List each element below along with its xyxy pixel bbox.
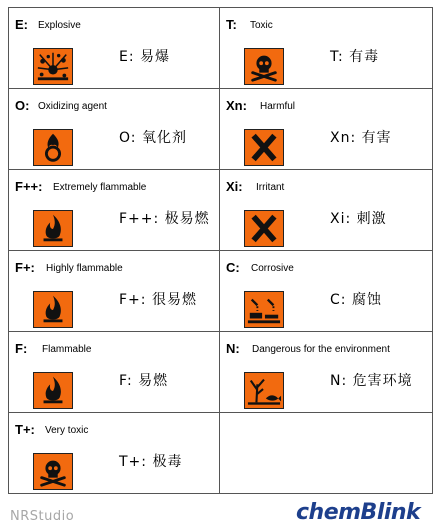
hazard-name-zh: Xi: 刺激: [330, 211, 387, 227]
hazard-name-zh: F: 易燃: [119, 373, 169, 389]
hazard-name: Harmful: [260, 101, 296, 112]
empty-cell: [220, 413, 431, 493]
table-row: [9, 170, 432, 251]
hazard-cell-f: [9, 332, 220, 412]
hazard-code: T+:: [15, 422, 35, 437]
hazard-cell-xn: [220, 89, 431, 169]
hazard-name-zh: F+: 很易燃: [119, 292, 197, 308]
hazard-code: F+:: [15, 260, 35, 275]
hazard-code: N:: [226, 341, 240, 356]
hazard-symbol-table: [8, 7, 433, 494]
table-row: [9, 251, 432, 332]
hazard-name: Corrosive: [251, 263, 294, 274]
flame-icon: [33, 372, 73, 409]
hazard-name: Very toxic: [45, 425, 89, 436]
table-row: [9, 8, 432, 89]
hazard-cell-e: [9, 8, 220, 88]
hazard-code: E:: [15, 17, 29, 32]
table-row: [9, 89, 432, 170]
dead-tree-icon: [244, 372, 284, 409]
hazard-cell-tp: [9, 413, 220, 493]
hazard-name: Explosive: [38, 20, 81, 31]
hazard-name-zh: C: 腐蚀: [330, 292, 382, 308]
brand-logo: chemBlink: [296, 500, 421, 525]
hazard-name-zh: E: 易爆: [119, 49, 171, 65]
hazard-cell-xi: [220, 170, 431, 250]
hazard-name-zh: T+: 极毒: [119, 454, 183, 470]
hazard-cell-n: [220, 332, 431, 412]
table-row: [9, 413, 432, 494]
hazard-name: Flammable: [42, 344, 92, 355]
hazard-code: Xn:: [226, 98, 247, 113]
hazard-cell-c: [220, 251, 431, 331]
hazard-cell-fpp: [9, 170, 220, 250]
hazard-cell-fp: [9, 251, 220, 331]
table-row: [9, 332, 432, 413]
hazard-name-zh: O: 氧化剂: [119, 130, 187, 146]
hazard-name: Toxic: [250, 20, 273, 31]
hazard-name-zh: F++: 极易燃: [119, 211, 210, 227]
cross-icon: [244, 210, 284, 247]
explosion-icon: [33, 48, 73, 85]
flame-icon: [33, 291, 73, 328]
hazard-code: F++:: [15, 179, 43, 194]
hazard-name: Oxidizing agent: [38, 101, 107, 112]
hazard-cell-t: [220, 8, 431, 88]
hazard-cell-o: [9, 89, 220, 169]
hazard-code: C:: [226, 260, 240, 275]
hazard-name: Irritant: [256, 182, 285, 193]
flame-over-circle-icon: [33, 129, 73, 166]
skull-icon: [33, 453, 73, 490]
hazard-code: F:: [15, 341, 28, 356]
hazard-name-zh: N: 危害环境: [330, 373, 413, 389]
hazard-code: T:: [226, 17, 237, 32]
hazard-name-zh: Xn: 有害: [330, 130, 392, 146]
studio-watermark: NRStudio: [10, 509, 75, 524]
hazard-name: Extremely flammable: [53, 182, 147, 193]
cross-icon: [244, 129, 284, 166]
corrosion-icon: [244, 291, 284, 328]
hazard-name: Highly flammable: [46, 263, 123, 274]
hazard-code: O:: [15, 98, 30, 113]
flame-icon: [33, 210, 73, 247]
skull-icon: [244, 48, 284, 85]
hazard-name-zh: T: 有毒: [330, 49, 380, 65]
hazard-code: Xi:: [226, 179, 243, 194]
hazard-name: Dangerous for the environment: [252, 344, 390, 355]
